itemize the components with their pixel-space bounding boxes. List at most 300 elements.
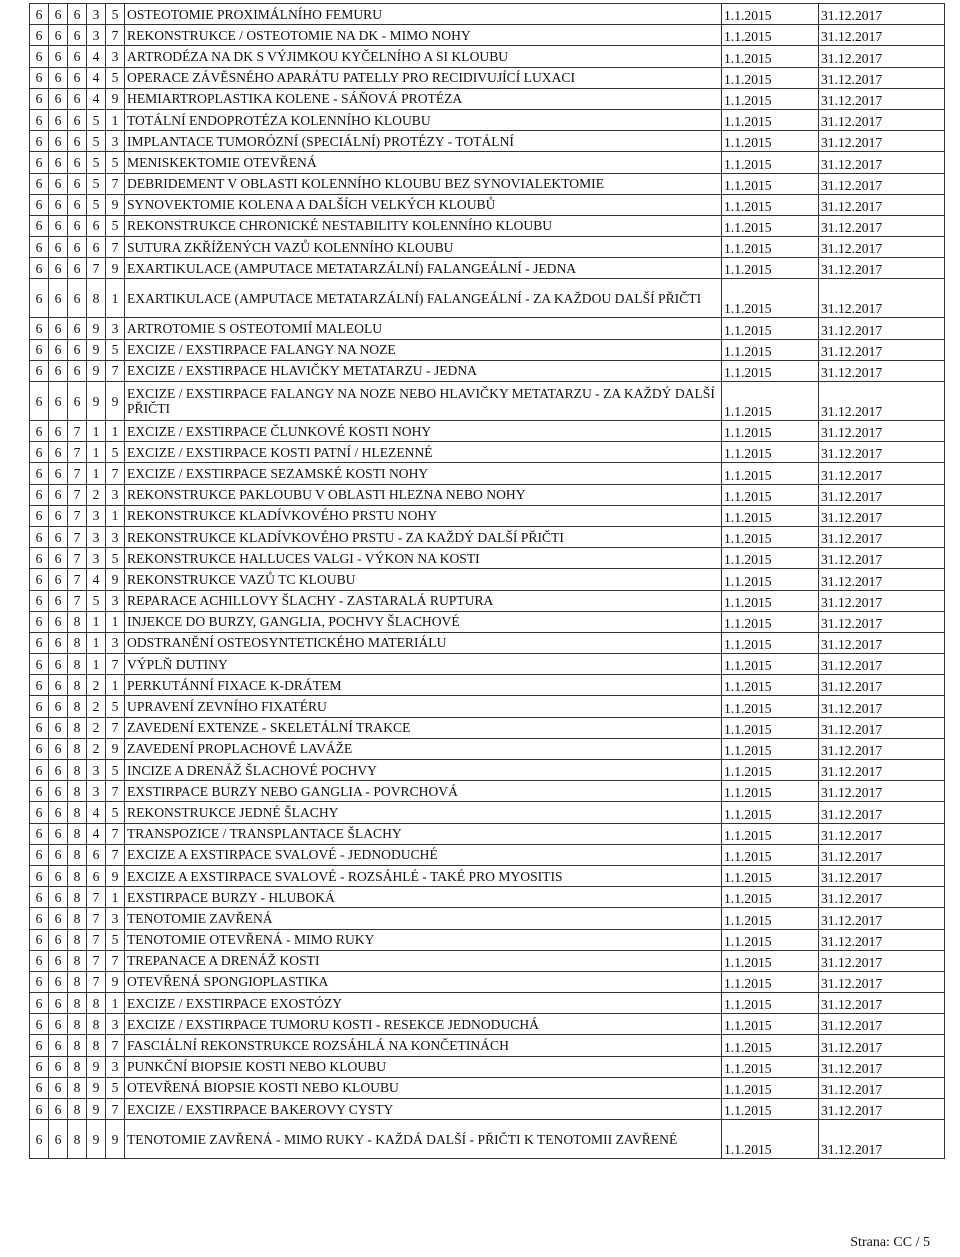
code-digit: 5 <box>87 109 106 130</box>
valid-to: 31.12.2017 <box>819 25 945 46</box>
table-row <box>30 887 945 908</box>
valid-to: 31.12.2017 <box>819 950 945 971</box>
table-row <box>30 215 945 236</box>
code-digit: 7 <box>87 258 106 279</box>
procedure-name: EXARTIKULACE (AMPUTACE METATARZÁLNÍ) FALANGEÁLNÍ - JEDNA <box>125 258 722 279</box>
table-row <box>30 88 945 109</box>
procedure-name: OTEVŘENÁ SPONGIOPLASTIKA <box>125 971 722 992</box>
valid-from: 1.1.2015 <box>722 1120 819 1159</box>
code-digit: 4 <box>87 823 106 844</box>
code-digit: 6 <box>49 696 68 717</box>
procedure-name: ZAVEDENÍ PROPLACHOVÉ LAVÁŽE <box>125 738 722 759</box>
code-digit: 7 <box>87 971 106 992</box>
table-row <box>30 109 945 130</box>
valid-to: 31.12.2017 <box>819 505 945 526</box>
code-digit: 5 <box>106 67 125 88</box>
valid-to: 31.12.2017 <box>819 1014 945 1035</box>
code-digit: 6 <box>49 654 68 675</box>
table-row <box>30 611 945 632</box>
procedure-name: EXSTIRPACE BURZY - HLUBOKÁ <box>125 887 722 908</box>
code-digit: 6 <box>49 929 68 950</box>
procedure-name: DEBRIDEMENT V OBLASTI KOLENNÍHO KLOUBU BEZ SYNOVIALEKTOMIE <box>125 173 722 194</box>
code-digit: 9 <box>87 360 106 381</box>
code-digit: 9 <box>106 865 125 886</box>
code-digit: 5 <box>106 548 125 569</box>
valid-from: 1.1.2015 <box>722 1035 819 1056</box>
code-digit: 7 <box>106 844 125 865</box>
valid-from: 1.1.2015 <box>722 1099 819 1120</box>
code-digit: 6 <box>30 194 49 215</box>
code-digit: 5 <box>87 173 106 194</box>
code-digit: 7 <box>87 929 106 950</box>
code-digit: 6 <box>30 526 49 547</box>
code-digit: 6 <box>49 173 68 194</box>
procedure-name: UPRAVENÍ ZEVNÍHO FIXATÉRU <box>125 696 722 717</box>
procedure-name: EXCIZE A EXSTIRPACE SVALOVÉ - JEDNODUCHÉ <box>125 844 722 865</box>
code-digit: 6 <box>30 258 49 279</box>
code-digit: 6 <box>49 993 68 1014</box>
code-digit: 5 <box>87 590 106 611</box>
procedure-name: EXCIZE / EXSTIRPACE TUMORU KOSTI - RESEKCE JEDNODUCHÁ <box>125 1014 722 1035</box>
code-digit: 8 <box>87 993 106 1014</box>
valid-to: 31.12.2017 <box>819 887 945 908</box>
code-digit: 6 <box>68 339 87 360</box>
code-digit: 7 <box>68 421 87 442</box>
code-digit: 6 <box>49 865 68 886</box>
procedure-name: SYNOVEKTOMIE KOLENA A DALŠÍCH VELKÝCH KLOUBŮ <box>125 194 722 215</box>
code-digit: 5 <box>87 152 106 173</box>
valid-to: 31.12.2017 <box>819 844 945 865</box>
table-row <box>30 505 945 526</box>
code-digit: 6 <box>30 67 49 88</box>
code-digit: 6 <box>30 421 49 442</box>
procedure-table <box>29 3 945 1159</box>
valid-to: 31.12.2017 <box>819 258 945 279</box>
code-digit: 6 <box>68 237 87 258</box>
code-digit: 8 <box>68 865 87 886</box>
code-digit: 6 <box>30 484 49 505</box>
code-digit: 6 <box>49 526 68 547</box>
code-digit: 9 <box>106 569 125 590</box>
code-digit: 6 <box>49 505 68 526</box>
code-digit: 6 <box>49 25 68 46</box>
table-row <box>30 258 945 279</box>
code-digit: 6 <box>49 484 68 505</box>
valid-to: 31.12.2017 <box>819 152 945 173</box>
code-digit: 9 <box>87 318 106 339</box>
code-digit: 8 <box>68 654 87 675</box>
code-digit: 6 <box>30 654 49 675</box>
code-digit: 5 <box>106 4 125 25</box>
procedure-name: ZAVEDENÍ EXTENZE - SKELETÁLNÍ TRAKCE <box>125 717 722 738</box>
code-digit: 8 <box>68 823 87 844</box>
code-digit: 1 <box>106 109 125 130</box>
code-digit: 1 <box>106 421 125 442</box>
valid-from: 1.1.2015 <box>722 632 819 653</box>
table-row <box>30 993 945 1014</box>
code-digit: 6 <box>30 382 49 421</box>
code-digit: 7 <box>68 590 87 611</box>
code-digit: 7 <box>68 526 87 547</box>
procedure-name: OTEVŘENÁ BIOPSIE KOSTI NEBO KLOUBU <box>125 1077 722 1098</box>
code-digit: 8 <box>68 993 87 1014</box>
code-digit: 6 <box>68 194 87 215</box>
valid-from: 1.1.2015 <box>722 442 819 463</box>
code-digit: 7 <box>106 237 125 258</box>
code-digit: 8 <box>68 675 87 696</box>
table-row <box>30 1014 945 1035</box>
valid-from: 1.1.2015 <box>722 360 819 381</box>
code-digit: 8 <box>68 1035 87 1056</box>
code-digit: 6 <box>30 865 49 886</box>
code-digit: 1 <box>87 632 106 653</box>
code-digit: 6 <box>30 360 49 381</box>
table-row <box>30 738 945 759</box>
valid-from: 1.1.2015 <box>722 950 819 971</box>
table-row <box>30 844 945 865</box>
code-digit: 6 <box>87 237 106 258</box>
code-digit: 6 <box>30 463 49 484</box>
code-digit: 6 <box>49 152 68 173</box>
code-digit: 9 <box>87 1099 106 1120</box>
code-digit: 1 <box>106 993 125 1014</box>
procedure-name: REKONSTRUKCE CHRONICKÉ NESTABILITY KOLENNÍHO KLOUBU <box>125 215 722 236</box>
code-digit: 7 <box>68 442 87 463</box>
valid-from: 1.1.2015 <box>722 46 819 67</box>
valid-from: 1.1.2015 <box>722 318 819 339</box>
code-digit: 7 <box>68 569 87 590</box>
procedure-name: PUNKČNÍ BIOPSIE KOSTI NEBO KLOUBU <box>125 1056 722 1077</box>
procedure-name: REKONSTRUKCE KLADÍVKOVÉHO PRSTU - ZA KAŽDÝ DALŠÍ PŘIČTI <box>125 526 722 547</box>
code-digit: 5 <box>106 215 125 236</box>
valid-from: 1.1.2015 <box>722 865 819 886</box>
code-digit: 3 <box>87 760 106 781</box>
procedure-name: OPERACE ZÁVĚSNÉHO APARÁTU PATELLY PRO RECIDIVUJÍCÍ LUXACI <box>125 67 722 88</box>
code-digit: 6 <box>49 67 68 88</box>
code-digit: 7 <box>106 823 125 844</box>
table-row <box>30 569 945 590</box>
code-digit: 6 <box>87 865 106 886</box>
procedure-name: REKONSTRUKCE HALLUCES VALGI - VÝKON NA KOSTI <box>125 548 722 569</box>
code-digit: 6 <box>49 279 68 318</box>
code-digit: 1 <box>106 675 125 696</box>
code-digit: 2 <box>87 717 106 738</box>
valid-from: 1.1.2015 <box>722 781 819 802</box>
valid-from: 1.1.2015 <box>722 194 819 215</box>
table-row <box>30 1077 945 1098</box>
valid-from: 1.1.2015 <box>722 717 819 738</box>
procedure-name: TRANSPOZICE / TRANSPLANTACE ŠLACHY <box>125 823 722 844</box>
code-digit: 6 <box>30 950 49 971</box>
valid-to: 31.12.2017 <box>819 929 945 950</box>
code-digit: 8 <box>68 1056 87 1077</box>
code-digit: 7 <box>106 1099 125 1120</box>
procedure-name: EXARTIKULACE (AMPUTACE METATARZÁLNÍ) FALANGEÁLNÍ - ZA KAŽDOU DALŠÍ PŘIČTI <box>125 279 722 318</box>
procedure-name: FASCIÁLNÍ REKONSTRUKCE ROZSÁHLÁ NA KONČETINÁCH <box>125 1035 722 1056</box>
code-digit: 6 <box>87 215 106 236</box>
valid-from: 1.1.2015 <box>722 1077 819 1098</box>
code-digit: 7 <box>87 908 106 929</box>
valid-from: 1.1.2015 <box>722 738 819 759</box>
valid-to: 31.12.2017 <box>819 590 945 611</box>
table-row <box>30 950 945 971</box>
procedure-name: REKONSTRUKCE KLADÍVKOVÉHO PRSTU NOHY <box>125 505 722 526</box>
code-digit: 6 <box>49 88 68 109</box>
code-digit: 3 <box>106 590 125 611</box>
code-digit: 3 <box>106 1056 125 1077</box>
procedure-name: REKONSTRUKCE VAZŮ TC KLOUBU <box>125 569 722 590</box>
code-digit: 8 <box>68 802 87 823</box>
code-digit: 1 <box>106 611 125 632</box>
valid-from: 1.1.2015 <box>722 152 819 173</box>
code-digit: 3 <box>106 318 125 339</box>
code-digit: 7 <box>68 463 87 484</box>
code-digit: 7 <box>87 887 106 908</box>
code-digit: 4 <box>87 67 106 88</box>
code-digit: 6 <box>49 339 68 360</box>
procedure-name: VÝPLŇ DUTINY <box>125 654 722 675</box>
valid-to: 31.12.2017 <box>819 760 945 781</box>
code-digit: 6 <box>30 802 49 823</box>
valid-to: 31.12.2017 <box>819 67 945 88</box>
valid-from: 1.1.2015 <box>722 237 819 258</box>
code-digit: 3 <box>87 548 106 569</box>
code-digit: 6 <box>68 258 87 279</box>
page-number: Strana: CC / 5 <box>850 1235 930 1250</box>
code-digit: 6 <box>30 339 49 360</box>
code-digit: 6 <box>87 844 106 865</box>
procedure-name: HEMIARTROPLASTIKA KOLENE - SÁŇOVÁ PROTÉZA <box>125 88 722 109</box>
code-digit: 6 <box>49 442 68 463</box>
code-digit: 8 <box>68 696 87 717</box>
table-row <box>30 675 945 696</box>
code-digit: 3 <box>87 526 106 547</box>
valid-from: 1.1.2015 <box>722 484 819 505</box>
code-digit: 9 <box>106 1120 125 1159</box>
procedure-name: IMPLANTACE TUMORÓZNÍ (SPECIÁLNÍ) PROTÉZY - TOTÁLNÍ <box>125 131 722 152</box>
code-digit: 6 <box>49 1035 68 1056</box>
code-digit: 6 <box>30 887 49 908</box>
code-digit: 9 <box>106 258 125 279</box>
code-digit: 3 <box>106 908 125 929</box>
code-digit: 8 <box>68 929 87 950</box>
procedure-name: EXCIZE / EXSTIRPACE FALANGY NA NOZE <box>125 339 722 360</box>
code-digit: 3 <box>106 1014 125 1035</box>
procedure-name: EXCIZE A EXSTIRPACE SVALOVÉ - ROZSÁHLÉ - TAKÉ PRO MYOSITIS <box>125 865 722 886</box>
code-digit: 6 <box>30 279 49 318</box>
procedure-name: OSTEOTOMIE PROXIMÁLNÍHO FEMURU <box>125 4 722 25</box>
code-digit: 3 <box>87 781 106 802</box>
code-digit: 5 <box>106 339 125 360</box>
valid-from: 1.1.2015 <box>722 109 819 130</box>
code-digit: 8 <box>68 1014 87 1035</box>
code-digit: 5 <box>106 929 125 950</box>
valid-to: 31.12.2017 <box>819 4 945 25</box>
code-digit: 6 <box>30 632 49 653</box>
valid-to: 31.12.2017 <box>819 442 945 463</box>
valid-from: 1.1.2015 <box>722 1014 819 1035</box>
procedure-name: TENOTOMIE ZAVŘENÁ - MIMO RUKY - KAŽDÁ DALŠÍ - PŘIČTI K TENOTOMII ZAVŘENÉ <box>125 1120 722 1159</box>
table-row <box>30 442 945 463</box>
valid-from: 1.1.2015 <box>722 463 819 484</box>
code-digit: 2 <box>87 675 106 696</box>
code-digit: 9 <box>106 88 125 109</box>
code-digit: 7 <box>68 505 87 526</box>
code-digit: 6 <box>49 717 68 738</box>
code-digit: 6 <box>30 152 49 173</box>
code-digit: 6 <box>49 844 68 865</box>
table-row <box>30 696 945 717</box>
procedure-name: ARTROTOMIE S OSTEOTOMIÍ MALEOLU <box>125 318 722 339</box>
code-digit: 8 <box>68 1099 87 1120</box>
code-digit: 6 <box>49 675 68 696</box>
table-row <box>30 760 945 781</box>
table-row <box>30 173 945 194</box>
code-digit: 6 <box>30 505 49 526</box>
table-row <box>30 971 945 992</box>
valid-from: 1.1.2015 <box>722 993 819 1014</box>
valid-to: 31.12.2017 <box>819 632 945 653</box>
table-row <box>30 802 945 823</box>
code-digit: 5 <box>87 194 106 215</box>
valid-to: 31.12.2017 <box>819 382 945 421</box>
valid-to: 31.12.2017 <box>819 1120 945 1159</box>
valid-from: 1.1.2015 <box>722 382 819 421</box>
code-digit: 6 <box>68 360 87 381</box>
valid-from: 1.1.2015 <box>722 971 819 992</box>
code-digit: 5 <box>106 696 125 717</box>
procedure-name: EXCIZE / EXSTIRPACE ČLUNKOVÉ KOSTI NOHY <box>125 421 722 442</box>
code-digit: 8 <box>68 950 87 971</box>
code-digit: 6 <box>49 360 68 381</box>
code-digit: 6 <box>49 1077 68 1098</box>
code-digit: 3 <box>106 131 125 152</box>
code-digit: 7 <box>106 1035 125 1056</box>
procedure-name: EXSTIRPACE BURZY NEBO GANGLIA - POVRCHOVÁ <box>125 781 722 802</box>
valid-from: 1.1.2015 <box>722 675 819 696</box>
code-digit: 6 <box>49 382 68 421</box>
table-row <box>30 421 945 442</box>
table-row <box>30 463 945 484</box>
code-digit: 9 <box>87 382 106 421</box>
code-digit: 6 <box>30 738 49 759</box>
valid-to: 31.12.2017 <box>819 173 945 194</box>
code-digit: 6 <box>49 569 68 590</box>
code-digit: 6 <box>30 781 49 802</box>
code-digit: 3 <box>106 484 125 505</box>
code-digit: 6 <box>49 421 68 442</box>
code-digit: 8 <box>68 717 87 738</box>
valid-from: 1.1.2015 <box>722 88 819 109</box>
code-digit: 5 <box>106 760 125 781</box>
valid-to: 31.12.2017 <box>819 548 945 569</box>
code-digit: 6 <box>30 1014 49 1035</box>
code-digit: 9 <box>87 339 106 360</box>
table-row <box>30 548 945 569</box>
procedure-name: TENOTOMIE ZAVŘENÁ <box>125 908 722 929</box>
code-digit: 6 <box>30 131 49 152</box>
table-row <box>30 717 945 738</box>
valid-to: 31.12.2017 <box>819 908 945 929</box>
valid-to: 31.12.2017 <box>819 421 945 442</box>
code-digit: 6 <box>30 215 49 236</box>
code-digit: 5 <box>106 442 125 463</box>
code-digit: 9 <box>106 971 125 992</box>
code-digit: 8 <box>68 1077 87 1098</box>
code-digit: 4 <box>87 569 106 590</box>
code-digit: 6 <box>30 46 49 67</box>
valid-from: 1.1.2015 <box>722 258 819 279</box>
procedure-name: INJEKCE DO BURZY, GANGLIA, POCHVY ŠLACHOVÉ <box>125 611 722 632</box>
valid-from: 1.1.2015 <box>722 802 819 823</box>
code-digit: 6 <box>49 590 68 611</box>
code-digit: 6 <box>49 463 68 484</box>
valid-from: 1.1.2015 <box>722 505 819 526</box>
code-digit: 7 <box>106 950 125 971</box>
code-digit: 6 <box>68 67 87 88</box>
valid-to: 31.12.2017 <box>819 1077 945 1098</box>
table-row <box>30 131 945 152</box>
code-digit: 6 <box>49 1014 68 1035</box>
code-digit: 8 <box>68 781 87 802</box>
valid-from: 1.1.2015 <box>722 215 819 236</box>
code-digit: 6 <box>68 88 87 109</box>
code-digit: 7 <box>106 654 125 675</box>
valid-to: 31.12.2017 <box>819 569 945 590</box>
valid-to: 31.12.2017 <box>819 88 945 109</box>
valid-to: 31.12.2017 <box>819 1099 945 1120</box>
valid-to: 31.12.2017 <box>819 675 945 696</box>
procedure-name: EXCIZE / EXSTIRPACE KOSTI PATNÍ / HLEZENNÉ <box>125 442 722 463</box>
table-row <box>30 654 945 675</box>
table-row <box>30 67 945 88</box>
table-row <box>30 237 945 258</box>
code-digit: 6 <box>30 4 49 25</box>
code-digit: 8 <box>68 908 87 929</box>
code-digit: 3 <box>106 526 125 547</box>
code-digit: 6 <box>30 971 49 992</box>
valid-to: 31.12.2017 <box>819 237 945 258</box>
valid-to: 31.12.2017 <box>819 717 945 738</box>
procedure-name: REPARACE ACHILLOVY ŠLACHY - ZASTARALÁ RUPTURA <box>125 590 722 611</box>
code-digit: 7 <box>106 717 125 738</box>
code-digit: 6 <box>49 781 68 802</box>
code-digit: 6 <box>30 1056 49 1077</box>
code-digit: 8 <box>87 1014 106 1035</box>
code-digit: 6 <box>30 908 49 929</box>
table-row <box>30 781 945 802</box>
table-row <box>30 526 945 547</box>
valid-from: 1.1.2015 <box>722 526 819 547</box>
code-digit: 6 <box>49 887 68 908</box>
code-digit: 6 <box>49 611 68 632</box>
code-digit: 7 <box>106 173 125 194</box>
valid-to: 31.12.2017 <box>819 131 945 152</box>
valid-from: 1.1.2015 <box>722 421 819 442</box>
table-row <box>30 908 945 929</box>
table-row <box>30 152 945 173</box>
code-digit: 6 <box>49 237 68 258</box>
valid-to: 31.12.2017 <box>819 215 945 236</box>
code-digit: 9 <box>106 194 125 215</box>
valid-to: 31.12.2017 <box>819 1035 945 1056</box>
code-digit: 3 <box>87 505 106 526</box>
code-digit: 7 <box>106 463 125 484</box>
procedure-name: EXCIZE / EXSTIRPACE FALANGY NA NOZE NEBO HLAVIČKY METATARZU - ZA KAŽDÝ DALŠÍ PŘIČTI <box>125 382 722 421</box>
valid-to: 31.12.2017 <box>819 318 945 339</box>
valid-from: 1.1.2015 <box>722 654 819 675</box>
code-digit: 6 <box>49 950 68 971</box>
